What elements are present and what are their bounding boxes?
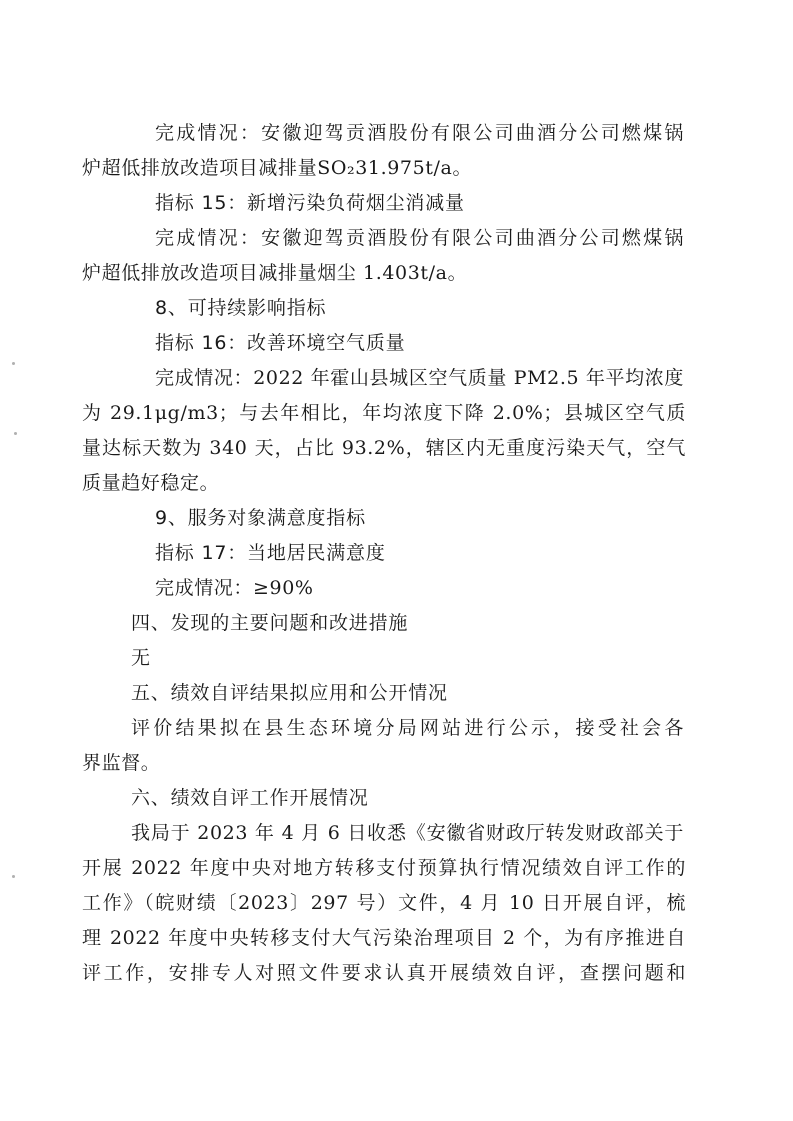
text-line: 无 — [131, 647, 151, 669]
section-heading: 四、发现的主要问题和改进措施 — [131, 612, 409, 634]
text-line: 量达标天数为 340 天，占比 93.2%，辖区内无重度污染天气，空气 — [82, 437, 686, 459]
text-line: 界监督。 — [82, 752, 161, 774]
text-line: 理 2022 年度中央转移支付大气污染治理项目 2 个，为有序推进自 — [82, 927, 686, 949]
section-subheading: 8、可持续影响指标 — [155, 297, 327, 319]
indicator-heading: 指标 17：当地居民满意度 — [155, 542, 386, 564]
scan-speck — [12, 875, 15, 878]
text-line: 炉超低排放改造项目减排量烟尘 1.403t/a。 — [82, 262, 468, 284]
scan-speck — [14, 432, 17, 435]
text-line: 质量趋好稳定。 — [82, 472, 220, 494]
text-line: 为 29.1μg/m3；与去年相比，年均浓度下降 2.0%；县城区空气质 — [82, 402, 686, 424]
text-line: 炉超低排放改造项目减排量SO₂31.975t/a。 — [82, 157, 473, 179]
scan-speck — [12, 362, 15, 365]
text-line: 工作》（皖财绩〔2023〕297 号）文件，4 月 10 日开展自评，梳 — [82, 892, 686, 914]
text-line: 完成情况：安徽迎驾贡酒股份有限公司曲酒分公司燃煤锅 — [155, 227, 684, 249]
text-line: 评价结果拟在县生态环境分局网站进行公示，接受社会各 — [131, 717, 684, 739]
text-line: 我局于 2023 年 4 月 6 日收悉《安徽省财政厅转发财政部关于 — [131, 822, 684, 844]
section-subheading: 9、服务对象满意度指标 — [155, 507, 366, 529]
text-line: 完成情况：≥90% — [155, 577, 314, 599]
indicator-heading: 指标 15：新增污染负荷烟尘消减量 — [155, 192, 465, 214]
section-heading: 六、绩效自评工作开展情况 — [131, 787, 369, 809]
section-heading: 五、绩效自评结果拟应用和公开情况 — [131, 682, 448, 704]
text-line: 评工作，安排专人对照文件要求认真开展绩效自评，查摆问题和 — [82, 962, 686, 984]
indicator-heading: 指标 16：改善环境空气质量 — [155, 332, 406, 354]
text-line: 完成情况：2022 年霍山县城区空气质量 PM2.5 年平均浓度 — [155, 367, 684, 389]
text-line: 开展 2022 年度中央对地方转移支付预算执行情况绩效自评工作的 — [82, 857, 686, 879]
text-line: 完成情况：安徽迎驾贡酒股份有限公司曲酒分公司燃煤锅 — [155, 122, 684, 144]
